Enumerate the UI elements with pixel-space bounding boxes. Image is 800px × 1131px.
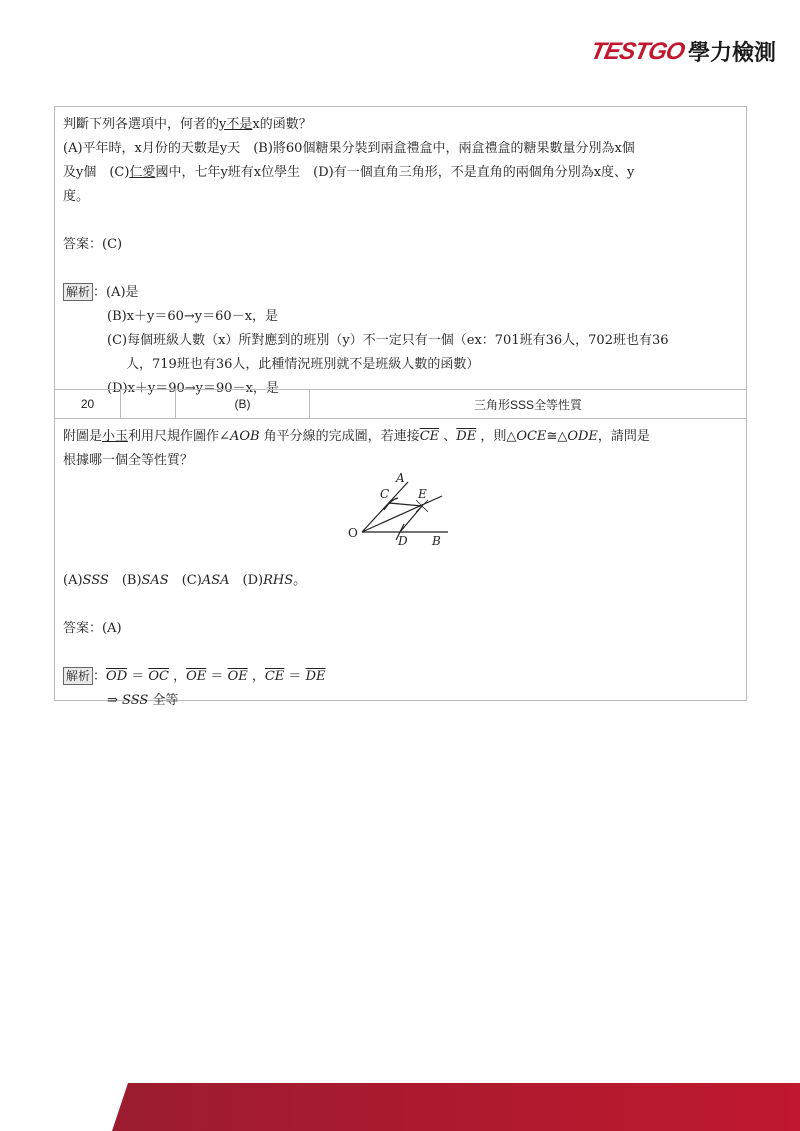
q2-line-2: 根據哪一個全等性質？	[63, 453, 194, 468]
q2-conclusion: ⇒ SSS 全等	[107, 693, 179, 708]
q1-analysis-d: (D)x＋y＝90→y＝90－x，是	[107, 381, 279, 396]
question-blank-cell	[121, 390, 176, 418]
label-d: D	[398, 534, 408, 548]
q2-analysis: 解析 ：$\overline{OD} = \overline{OC}$ ，$\overline{OE} = \overline{OE}$ ，$\overline{CE} = \overline{DE}$	[63, 665, 738, 689]
q1-analysis-a: 解析 ：(A)是	[63, 281, 738, 305]
q2-line-1: 附圖是小玉利用尺規作圖作∠AOB 角平分線的完成圖，若連接$\overline{CE}$ 、$\overline{DE}$ ，則△OCE≅△ODE，請問是	[63, 429, 650, 444]
label-e: E	[418, 487, 427, 501]
label-a: A	[396, 471, 405, 485]
footer-bar	[0, 1083, 800, 1131]
question-topic-cell: 三角形SSS全等性質	[473, 397, 582, 412]
question-info-row	[54, 389, 747, 418]
segment-ce	[389, 503, 422, 506]
q1-analysis-c1: (C)每個班級人數（x）所對應到的班別（y）不一定只有一個（ex：701班有36人，702班也有36	[107, 333, 669, 348]
question-answer-cell: (B)	[176, 390, 310, 418]
q1-line-2: (A)平年時，x月份的天數是y天 (B)將60個糖果分裝到兩盒禮盒中，兩盒禮盒的糖果數量分別為x個	[63, 141, 635, 156]
q1-line-3: 及y個 (C)仁愛國中，七年y班有x位學生 (D)有一個直角三角形，不是直角的兩個角分別為x度、y	[63, 165, 635, 180]
q1-line-1: 判斷下列各選項中，何者的y不是x的函數？	[63, 117, 312, 132]
question-1-box	[54, 106, 747, 396]
question-2-box	[54, 418, 747, 708]
label-c: C	[380, 487, 390, 501]
angle-bisector-figure	[340, 470, 460, 550]
q1-line-4: 度。	[63, 189, 90, 204]
logo-mark: TESTGO	[588, 37, 687, 65]
q2-answer: 答案：(A)	[63, 621, 122, 636]
question-number: 20	[55, 390, 121, 418]
logo-text: 學力檢測	[687, 41, 776, 66]
q1-analysis-c2: 人，719班也有36人，此種情況班別就不是班級人數的函數）	[126, 357, 480, 372]
ray-bisector	[362, 496, 442, 532]
q1-answer: 答案：(C)	[63, 237, 123, 252]
brand-logo	[588, 36, 776, 67]
footer-band	[112, 1083, 800, 1131]
q2-options: (A)SSS (B)SAS (C)ASA (D)RHS。	[63, 573, 307, 588]
analysis-tag: 解析	[63, 283, 93, 301]
label-b: B	[432, 534, 441, 548]
q1-analysis-b: (B)x＋y＝60→y＝60－x，是	[107, 309, 279, 324]
analysis-tag: 解析	[63, 667, 93, 685]
label-o: O	[348, 526, 358, 540]
